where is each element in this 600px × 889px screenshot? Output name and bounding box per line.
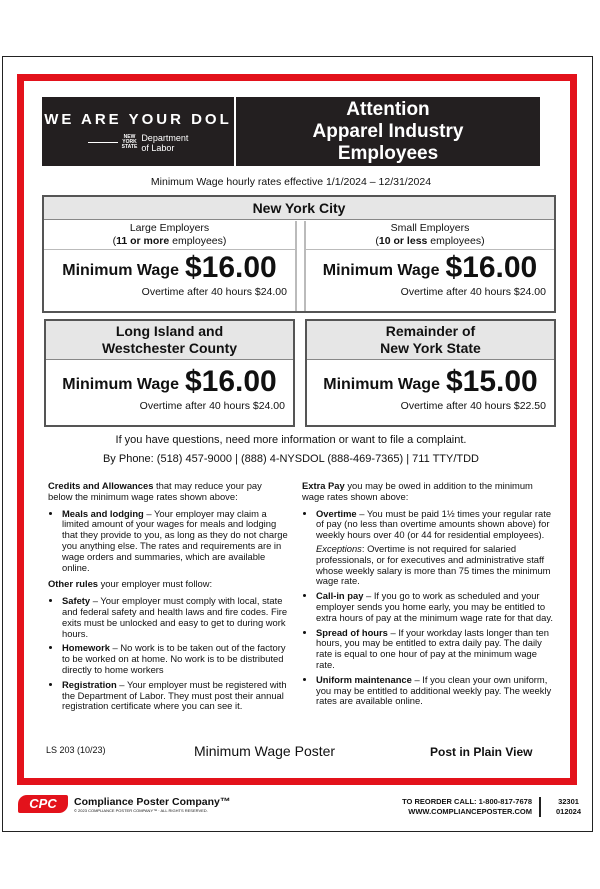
- copyright: © 2023 COMPLIANCE POSTER COMPANY™ · ALL RIGHTS RESERVED.: [74, 807, 208, 813]
- extra-pay-column: Extra Pay you may be owed in addition to the minimum wage rates shown above: • Overtime – You must be paid 1½ times your regular rate of pay (no less than overtime amounts shown above) for weekly hours over 40 (or 44 for residential employees). Exceptions: Overtime is not required for salaried professionals, or for executives and administrative staff whose weekly salary is more than 75 times the minimum wage rate. • Call-in pay – If you go to work as scheduled and your employer sends you home early, you may be entitled to extra hours of pay at the minimum wage rate for that day. • Spread of hours – If your workday lasts longer than ten hours, you may be entitled to extra daily pay. The daily rate is equal to one hour of pay at the minimum wage rate. • Uniform maintenance – If you clean your own uniform, you may be entitled to additional weekly pay. The weekly rates are available online.: [302, 481, 554, 713]
- min-wage-label: Minimum Wage: [62, 262, 179, 279]
- list-item: • Meals and lodging – Your employer may claim a limited amount of your wages for meals and lodging that they provide to you, as long as they do not charge you anything else. The rates and requirements are in wage orders and summaries, which are available online.: [62, 509, 288, 574]
- credits-column: Credits and Allowances that may reduce your pay below the minimum wage rates shown above: • Meals and lodging – Your employer may claim a limited amount of your wages for meals and lodging that they provide to you, as long as they do not charge you anything else. The rates and requirements are in wage orders and summaries, which are available online. Other rules your employer must follow: • Safety – Your employer must comply with local, state and federal safety and health laws and fire codes. Fire exits must be unlocked and easy to get to during work hours. • Homework – No work is to be taken out of the factory to be worked on at home. No work is to be distributed directly to home workers • Registration – Your employer must be registered with the Department of Labor. They must post their annual registration certificate where you can see it.: [48, 481, 288, 718]
- remainder-title: Remainder of New York State: [307, 321, 554, 360]
- list-item: • Uniform maintenance – If you clean your own uniform, you may be entitled to additional weekly pay. The weekly rates are available online.: [316, 675, 554, 707]
- min-wage-label: Minimum Wage: [322, 262, 440, 279]
- min-wage-value: $16.00: [184, 365, 277, 398]
- nys-logo: NEW YORK STATE: [121, 134, 138, 150]
- list-item: • Call-in pay – If you go to work as scheduled and your employer sends you home early, you may be entitled to extra hours of pay at the minimum wage rate for that day.: [316, 591, 554, 623]
- header-banner: [42, 97, 540, 166]
- long-island-rate-box: [44, 319, 295, 427]
- attention-title: Attention Apparel Industry Employees: [312, 98, 464, 164]
- poster-name: Minimum Wage Poster: [194, 743, 336, 759]
- form-id: LS 203 (10/23): [46, 745, 106, 755]
- remainder-rate-box: [305, 319, 556, 427]
- min-wage-value: $16.00: [184, 251, 277, 284]
- overtime-rate: Overtime after 40 hours $24.00: [139, 400, 285, 412]
- contact-info: If you have questions, need more information or want to file a complaint.: [115, 434, 467, 446]
- cpc-branding: [18, 795, 230, 813]
- nyc-rate-box: [42, 195, 556, 313]
- small-employers-col: Small Employers (10 or less employees) Minimum Wage $16.00 Overtime after 40 hours $24.00: [304, 221, 554, 311]
- reorder-info: TO REORDER CALL: 1-800-817-7678 WWW.COMPLIANCEPOSTER.COM: [402, 797, 532, 816]
- company-name: Compliance Poster Company™: [74, 795, 231, 808]
- poster-code: 32301 012024: [556, 797, 582, 816]
- list-item: • Overtime – You must be paid 1½ times your regular rate of pay (no less than overtime amounts shown above) for weekly hours over 40 (or 44 for residential employees). Exceptions: Overtime is not required for salaried professionals, or for executives and administrative staff whose weekly salary is more than 75 times the minimum wage rate.: [316, 509, 554, 588]
- min-wage-value: $16.00: [445, 251, 538, 284]
- nyc-title: New York City: [44, 197, 554, 220]
- dol-title: WE ARE YOUR DOL: [44, 110, 232, 128]
- overtime-rate: Overtime after 40 hours $24.00: [141, 286, 287, 298]
- post-note: Post in Plain View: [430, 745, 533, 759]
- min-wage-label: Minimum Wage: [323, 376, 440, 393]
- small-employers-label: Small Employers: [390, 222, 470, 234]
- overtime-rate: Overtime after 40 hours $22.50: [400, 400, 546, 412]
- contact-phone: By Phone: (518) 457-9000 | (888) 4-NYSDOL (888-469-7365) | 711 TTY/TDD: [102, 453, 480, 465]
- large-employers-col: Large Employers (11 or more employees) Minimum Wage $16.00 Overtime after 40 hours $24.00: [44, 221, 297, 311]
- dol-logo-block: [42, 97, 236, 166]
- list-item: • Safety – Your employer must comply with local, state and federal safety and health laws and fire codes. Fire exits must be unlocked and easy to get to during work hours.: [62, 596, 288, 639]
- min-wage-label: Minimum Wage: [62, 376, 179, 393]
- divider: [539, 797, 541, 817]
- min-wage-value: $15.00: [445, 365, 538, 398]
- overtime-rate: Overtime after 40 hours $24.00: [400, 286, 546, 298]
- large-employers-label: Large Employers: [129, 222, 210, 234]
- list-item: • Spread of hours – If your workday lasts longer than ten hours, you may be entitled to extra daily pay. The daily rate is equal to one hour of pay at the minimum wage rate.: [316, 628, 554, 671]
- effective-dates: Minimum Wage hourly rates effective 1/1/2024 – 12/31/2024: [150, 176, 432, 188]
- long-island-title: Long Island and Westchester County: [46, 321, 293, 360]
- divider-line: [88, 142, 118, 143]
- cpc-logo: CPC: [18, 795, 68, 813]
- dept-name: Department of Labor: [141, 132, 189, 153]
- list-item: • Homework – No work is to be taken out of the factory to be worked on at home. No work is to be distributed directly to home workers: [62, 643, 288, 675]
- list-item: • Registration – Your employer must be registered with the Department of Labor. They must post their annual registration certificate where you can see it.: [62, 680, 288, 712]
